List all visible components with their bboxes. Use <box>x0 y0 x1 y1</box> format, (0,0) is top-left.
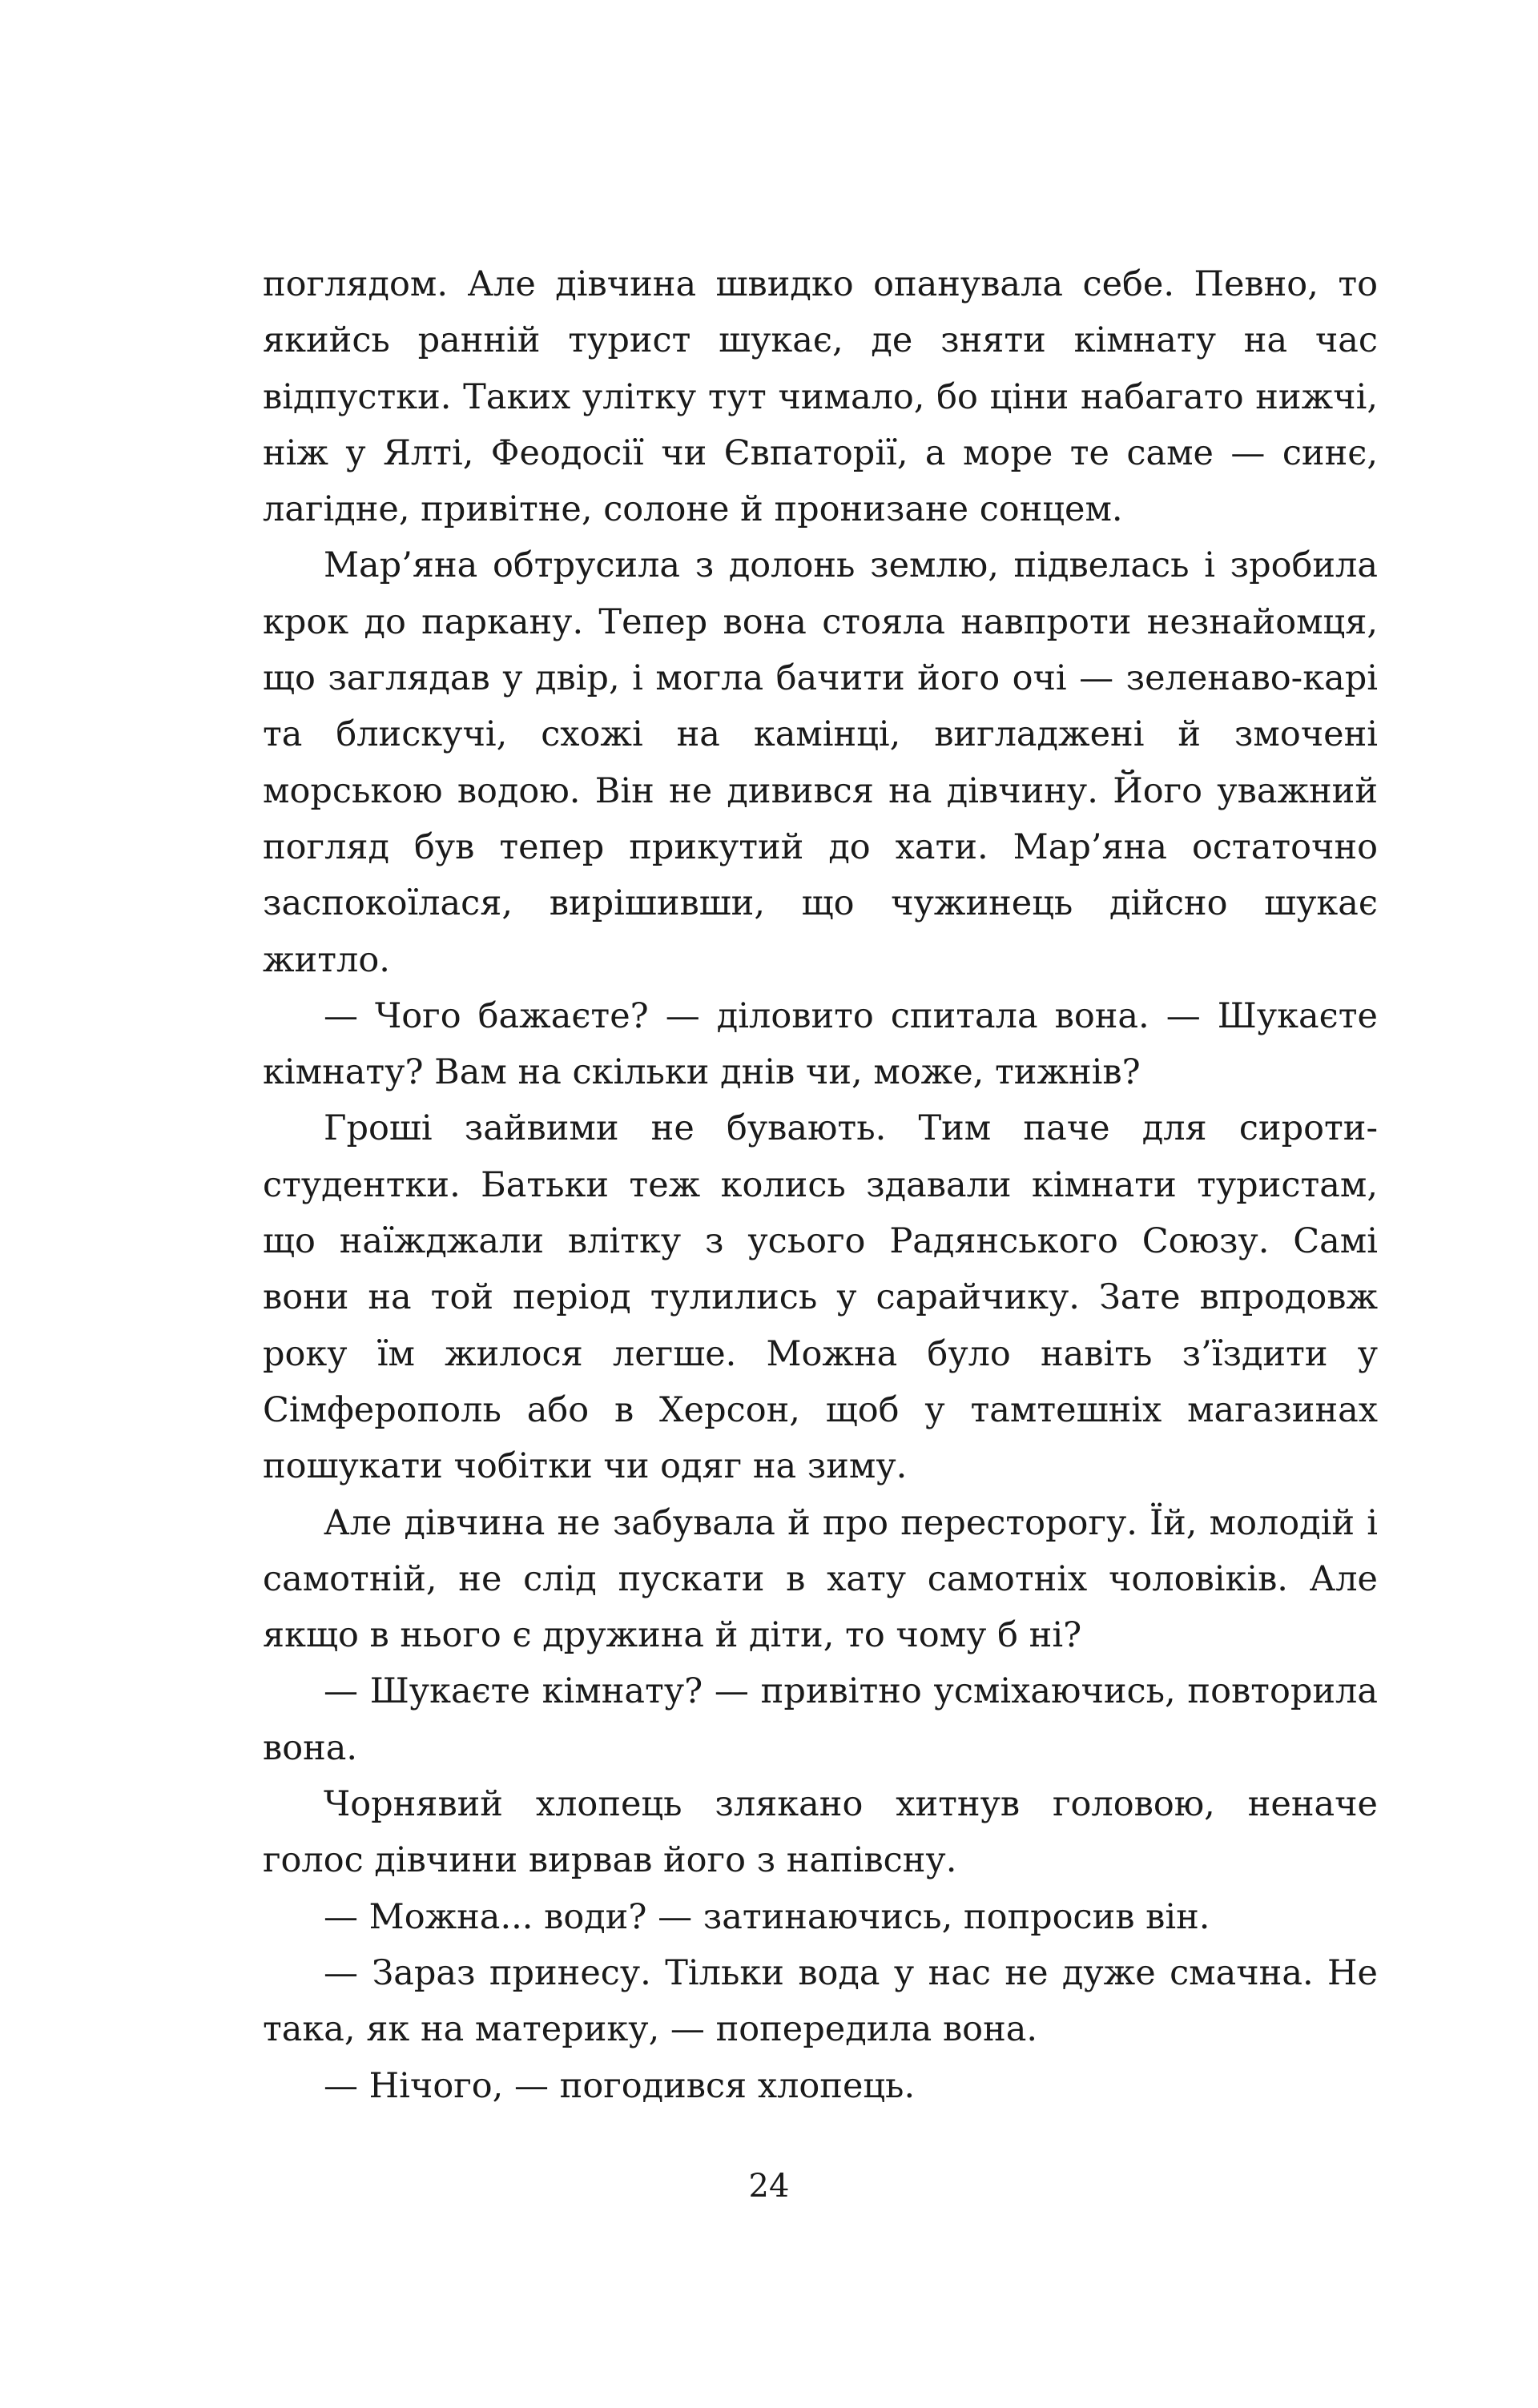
paragraph-1: поглядом. Але дівчина швидко опанувала себе. Певно, то якийсь ранній турист шукає, де зняти кімнату на час відпустки. Таких улітку тут чимало, бо ціни набагато нижчі, ніж у Ялті, Феодосії чи Євпаторії, а море те саме — синє, лагідне, привітне, солоне й пронизане сонцем. <box>263 264 1378 530</box>
paragraph-4: Гроші зайвими не бувають. Тим паче для сироти-студентки. Батьки теж колись здавали кімнати туристам, що наїжджали влітку з усього Радянського Союзу. Самі вони на той період тулились у сарайчику. Зате впродовж року їм жилося легше. Можна було навіть з’їздити у Сімферополь або в Херсон, щоб у тамтешніх магазинах пошукати чобітки чи одяг на зиму. <box>263 1108 1378 1487</box>
paragraph-8: — Можна... води? — затинаючись, попросив він. <box>324 1896 1210 1937</box>
paragraph-2: Мар’яна обтрусила з долонь землю, підвелась і зробила крок до паркану. Тепер вона стояла навпроти незнайомця, що заглядав у двір, і могла бачити його очі — зеленаво-карі та блискучі, схожі на камінці, вигладжені й змочені морською водою. Він не дивився на дівчину. Його уважний погляд був тепер прикутий до хати. Мар’яна остаточно заспокоїлася, вирішивши, що чужинець дійсно шукає житло. <box>263 545 1378 980</box>
paragraph-6: — Шукаєте кімнату? — привітно усміхаючись, повторила вона. <box>263 1671 1378 1768</box>
paragraph-5: Але дівчина не забувала й про пересторогу. Їй, молодій і самотній, не слід пускати в хату самотніх чоловіків. Але якщо в нього є дружина й діти, то чому б ні? <box>263 1502 1378 1656</box>
paragraph-3: — Чого бажаєте? — діловито спитала вона. — Шукаєте кімнату? Вам на скільки днів чи, може, тижнів? <box>263 995 1378 1093</box>
body-text <box>263 256 1378 2114</box>
page-number: 24 <box>748 2168 790 2205</box>
paragraph-7: Чорнявий хлопець злякано хитнув головою, неначе голос дівчини вирвав його з напівсну. <box>263 1784 1378 1881</box>
paragraph-9: — Зараз принесу. Тільки вода у нас не дуже смачна. Не така, як на материку, — попередила вона. <box>263 1952 1378 2050</box>
paragraph-10: — Нічого, — погодився хлопець. <box>324 2065 916 2106</box>
